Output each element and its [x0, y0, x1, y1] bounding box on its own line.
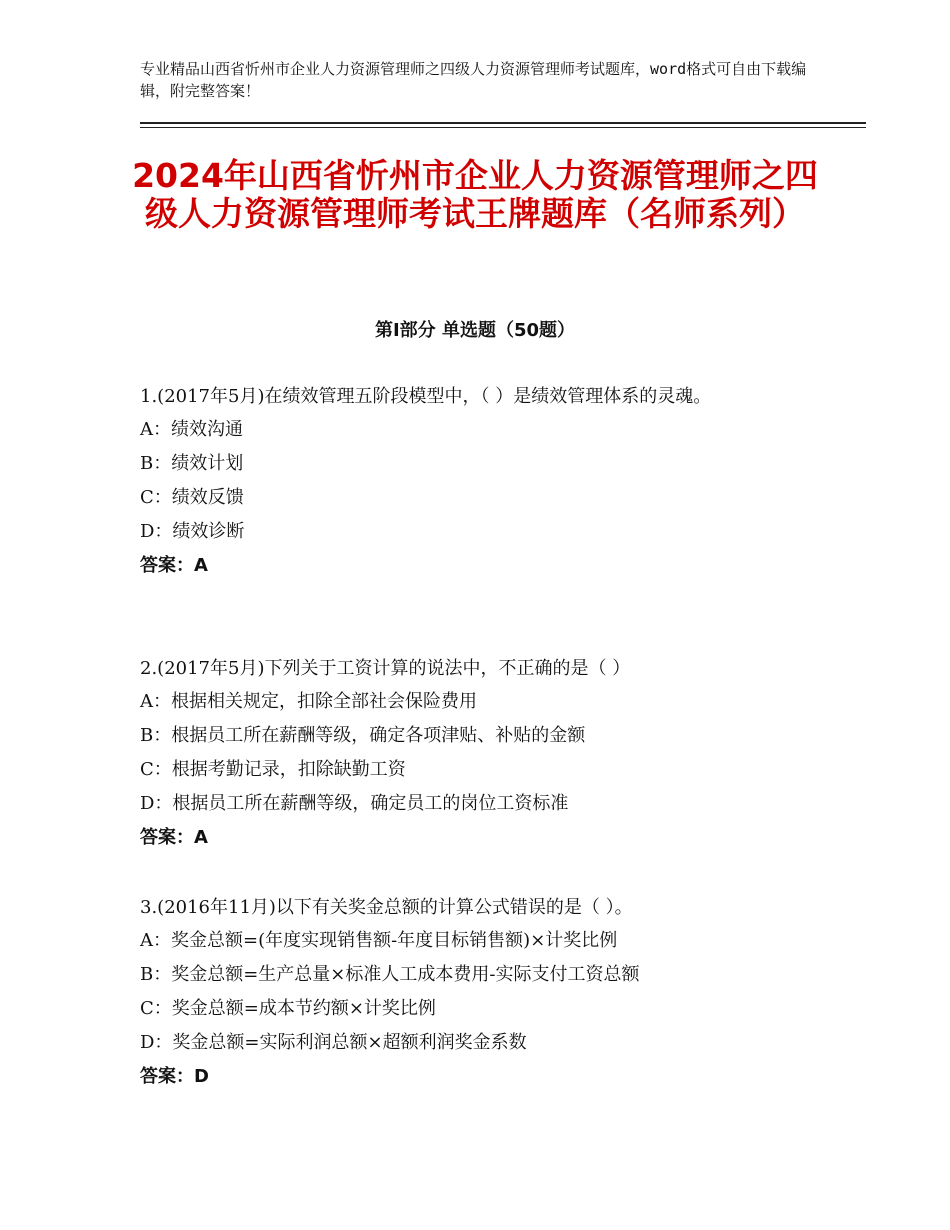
option-c: C：奖金总额=成本节约额×计奖比例 — [140, 998, 436, 1019]
option-c: C：绩效反馈 — [140, 487, 244, 508]
option-a: A：奖金总额=(年度实现销售额-年度目标销售额)×计奖比例 — [140, 930, 618, 951]
question-block — [140, 380, 830, 583]
question-block — [140, 891, 830, 1094]
option-d: D：绩效诊断 — [140, 521, 245, 542]
option-b: B：奖金总额=生产总量×标准人工成本费用-实际支付工资总额 — [140, 964, 640, 985]
option-d: D：根据员工所在薪酬等级，确定员工的岗位工资标准 — [140, 793, 569, 814]
question-stem: 1.(2017年5月)在绩效管理五阶段模型中，（ ）是绩效管理体系的灵魂。 — [140, 386, 712, 407]
header-note: 专业精品山西省忻州市企业人力资源管理师之四级人力资源管理师考试题库，word格式可自由下载编辑，附完整答案！ — [140, 60, 807, 100]
header-rule-thick — [140, 122, 866, 124]
answer: 答案：D — [140, 1066, 209, 1087]
section-title: 第Ⅰ部分 单选题（50题） — [374, 320, 575, 341]
question-stem: 3.(2016年11月)以下有关奖金总额的计算公式错误的是（ ）。 — [140, 897, 633, 918]
question-stem: 2.(2017年5月)下列关于工资计算的说法中，不正确的是（ ） — [140, 658, 631, 679]
option-b: B：绩效计划 — [140, 453, 244, 474]
question-block — [140, 652, 830, 855]
option-c: C：根据考勤记录，扣除缺勤工资 — [140, 759, 406, 780]
option-a: A：根据相关规定，扣除全部社会保险费用 — [140, 691, 477, 712]
answer: 答案：A — [140, 827, 208, 848]
option-b: B：根据员工所在薪酬等级，确定各项津贴、补贴的金额 — [140, 725, 586, 746]
option-a: A：绩效沟通 — [140, 419, 243, 440]
answer: 答案：A — [140, 555, 208, 576]
document-title: 2024年山西省忻州市企业人力资源管理师之四级人力资源管理师考试王牌题库（名师系列） — [132, 156, 818, 233]
header-rule-thin — [140, 127, 866, 128]
option-d: D：奖金总额=实际利润总额×超额利润奖金系数 — [140, 1032, 527, 1053]
